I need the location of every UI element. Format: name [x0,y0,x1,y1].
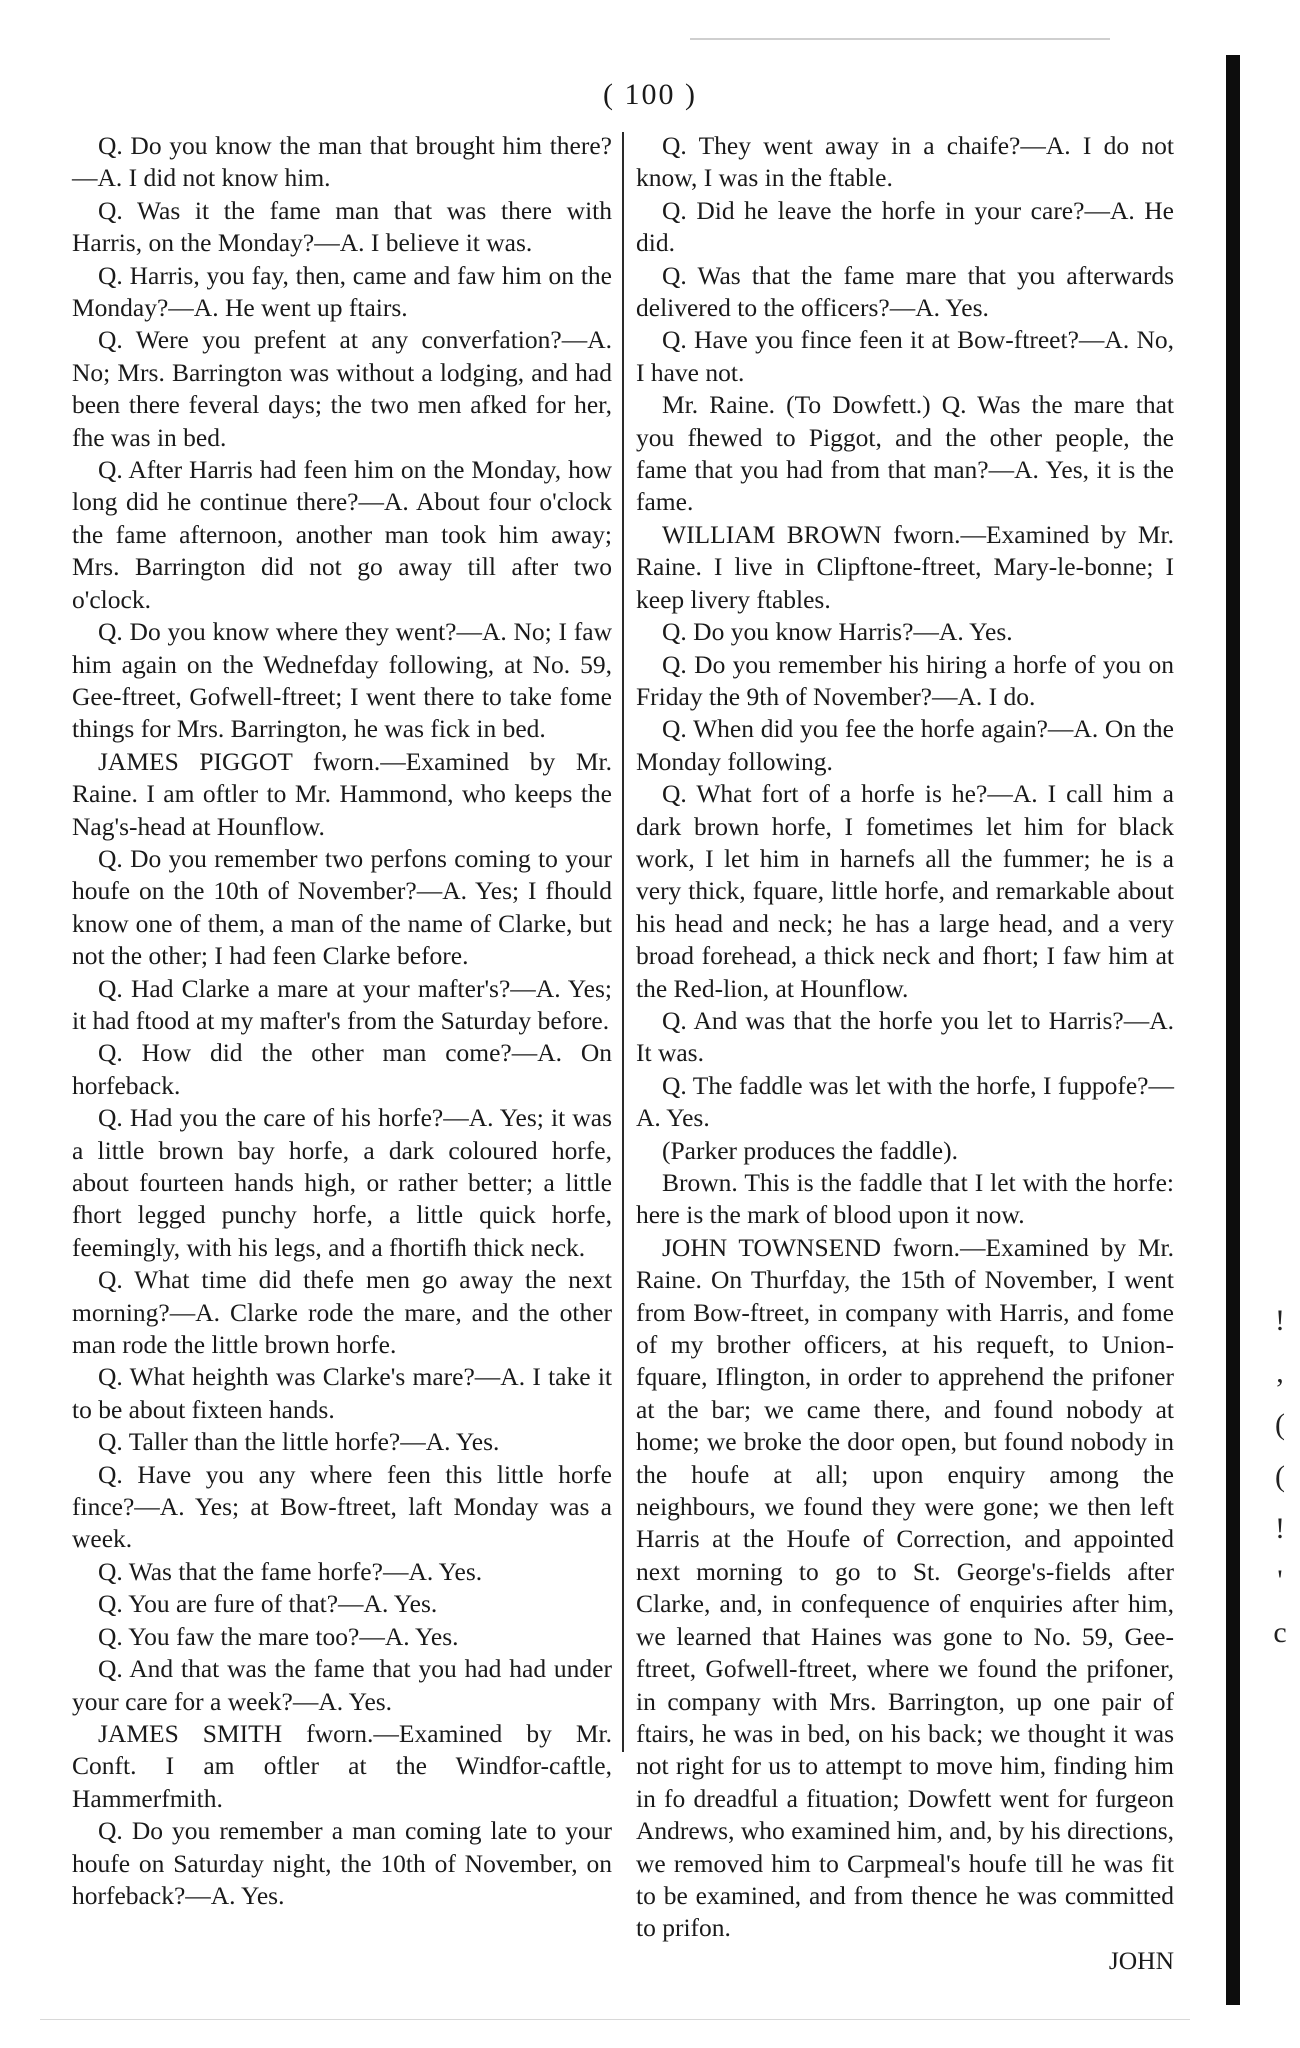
paragraph: Q. Do you know the man that brought him there?—A. I did not know him. [72,131,612,193]
paragraph: Q. Had you the care of his horfe?—A. Yes; it was a little brown bay horfe, a dark coloured horfe, about fourteen hands high, or rather better; a little fhort legged punchy horfe, a little quick horfe, feemingly, with his legs, and a fhortifh thick neck. [72,1103,612,1262]
paragraph: Q. Was that the fame horfe?—A. Yes. [98,1556,483,1586]
margin-glyph: ! [1275,1304,1285,1337]
paragraph: Q. Do you remember two perfons coming to your houfe on the 10th of November?—A. Yes; I fhould know one of them, a man of the name of Clarke, but not the other; I had feen Clarke before. [72,843,612,971]
scan-artifact-top [690,38,1110,40]
margin-glyph: , [1276,1356,1284,1389]
margin-glyph: ' [1277,1564,1283,1597]
paragraph: Q. You are fure of that?—A. Yes. [98,1589,438,1619]
paragraph: Q. What fort of a horfe is he?—A. I call him a dark brown horfe, I fometimes let him for black work, I let him in harnefs all the fummer; he is a very thick, fquare, little horfe, and remarkable about his head and neck; he has a large head, and a very broad forehead, a thick neck and fhort; I faw him at the Red-lion, at Hounflow. [636,779,1174,1003]
paragraph: Q. Harris, you fay, then, came and faw him on the Monday?—A. He went up ftairs. [72,260,612,323]
paragraph: Brown. This is the faddle that I let with the horfe: here is the mark of blood upon it now. [636,1168,1174,1230]
witness-heading-paragraph: JAMES SMITH fworn.—Examined by Mr. Conft. I am oftler at the Windfor-caftle, Hammerfmith. [72,1718,612,1813]
paragraph: Q. You faw the mare too?—A. Yes. [98,1621,459,1651]
paragraph: Q. Do you know where they went?—A. No; I faw him again on the Wednefday following, at No. 59, Gee-ftreet, Gofwell-ftreet; I went there to take fome things for Mrs. Barrington, he was fick in bed. [72,617,612,744]
catchword: JOHN [1108,1945,1174,1975]
paragraph: Q. Did he leave the horfe in your care?—A. He did. [636,195,1174,258]
paragraph: Q. Do you know Harris?—A. Yes. [662,617,1013,647]
paragraph: Q. How did the other man come?—A. On horfeback. [72,1038,612,1100]
column-divider [622,132,624,1752]
paragraph: Q. After Harris had feen him on the Monday, how long did he continue there?—A. About four o'clock the fame afternoon, another man took him away; Mrs. Barrington did not go away till after two o'clock. [72,455,612,614]
paragraph: Q. What time did thefe men go away the next morning?—A. Clarke rode the mare, and the other man rode the little brown horfe. [72,1265,612,1360]
paragraph: Q. Do you remember his hiring a horfe of you on Friday the 9th of November?—A. I do. [636,649,1174,711]
stage-direction: (Parker produces the faddle). [662,1135,958,1165]
margin-glyph: ( [1275,1408,1285,1441]
paragraph: Q. The faddle was let with the horfe, I fuppofe?—A. Yes. [636,1070,1174,1133]
page-number: ( 100 ) [603,78,697,111]
paragraph: Mr. Raine. (To Dowfett.) Q. Was the mare that you fhewed to Piggot, and the other people, the fame that you had from that man?—A. Yes, it is the fame. [636,390,1174,517]
scan-artifact-bottom [40,2019,1190,2020]
witness-heading-paragraph: WILLIAM BROWN fworn.—Examined by Mr. Raine. I live in Clipftone-ftreet, Mary-le-bonne; I keep livery ftables. [636,519,1174,614]
paragraph: Q. Have you fince feen it at Bow-ftreet?—A. No, I have not. [636,325,1174,387]
witness-heading-paragraph: JOHN TOWNSEND fworn.—Examined by Mr. Raine. On Thurfday, the 15th of November, I went from Bow-ftreet, in company with Harris, and fome of my brother officers, at his requeft, to Union-fquare, Iflington, in order to apprehend the prifoner at the bar; we came there, and found nobody at home; we broke the door open, but found nobody in the houfe at all; upon enquiry among the neighbours, we found they were gone; we then left Harris at the Houfe of Correction, and appointed next morning to go to St. George's-fields after Clarke, and, in confequence of enquiries after him, we learned that Haines was gone to No. 59, Gee-ftreet, Gofwell-ftreet, where we found the prifoner, in company with Mrs. Barrington, up one pair of ftairs, he was in bed, on his back; we thought it was not right for us to attempt to move him, finding him in fo dreadful a fituation; Dowfett went for furgeon Andrews, who examined him, and, by his directions, we removed him to Carpmeal's houfe till he was fit to be examined, and from thence he was committed to prifon. [636,1232,1174,1943]
margin-glyph: ( [1275,1460,1285,1493]
paragraph: Q. Taller than the little horfe?—A. Yes. [98,1427,500,1457]
page-edge-shadow [1226,55,1240,2005]
margin-fragments [1268,1295,1292,1659]
paragraph: Q. And that was the fame that you had had under your care for a week?—A. Yes. [72,1654,612,1716]
paragraph: Q. Have you any where feen this little horfe fince?—A. Yes; at Bow-ftreet, laft Monday was a week. [72,1459,612,1554]
paragraph: Q. Had Clarke a mare at your mafter's?—A. Yes; it had ftood at my mafter's from the Saturday before. [72,973,612,1035]
paragraph: Q. Do you remember a man coming late to your houfe on Saturday night, the 10th of November, on horfeback?—A. Yes. [72,1816,612,1910]
left-column [72,130,612,1912]
witness-heading-paragraph: JAMES PIGGOT fworn.—Examined by Mr. Raine. I am oftler to Mr. Hammond, who keeps the Nag's-head at Hounflow. [72,746,612,841]
margin-glyph: c [1273,1616,1287,1649]
paragraph: Q. Were you prefent at any converfation?—A. No; Mrs. Barrington was without a lodging, and had been there feveral days; the two men afked for her, fhe was in bed. [72,325,612,452]
right-column [636,130,1174,1977]
paragraph: Q. Was that the fame mare that you afterwards delivered to the officers?—A. Yes. [636,260,1174,323]
margin-glyph: ! [1275,1512,1285,1545]
paragraph: Q. And was that the horfe you let to Harris?—A. It was. [636,1005,1174,1068]
paragraph: Q. Was it the fame man that was there with Harris, on the Monday?—A. I believe it was. [72,195,612,258]
paragraph: Q. What heighth was Clarke's mare?—A. I take it to be about fixteen hands. [72,1362,612,1424]
paragraph: Q. When did you fee the horfe again?—A. On the Monday following. [636,714,1174,776]
paragraph: Q. They went away in a chaife?—A. I do not know, I was in the ftable. [636,131,1174,193]
